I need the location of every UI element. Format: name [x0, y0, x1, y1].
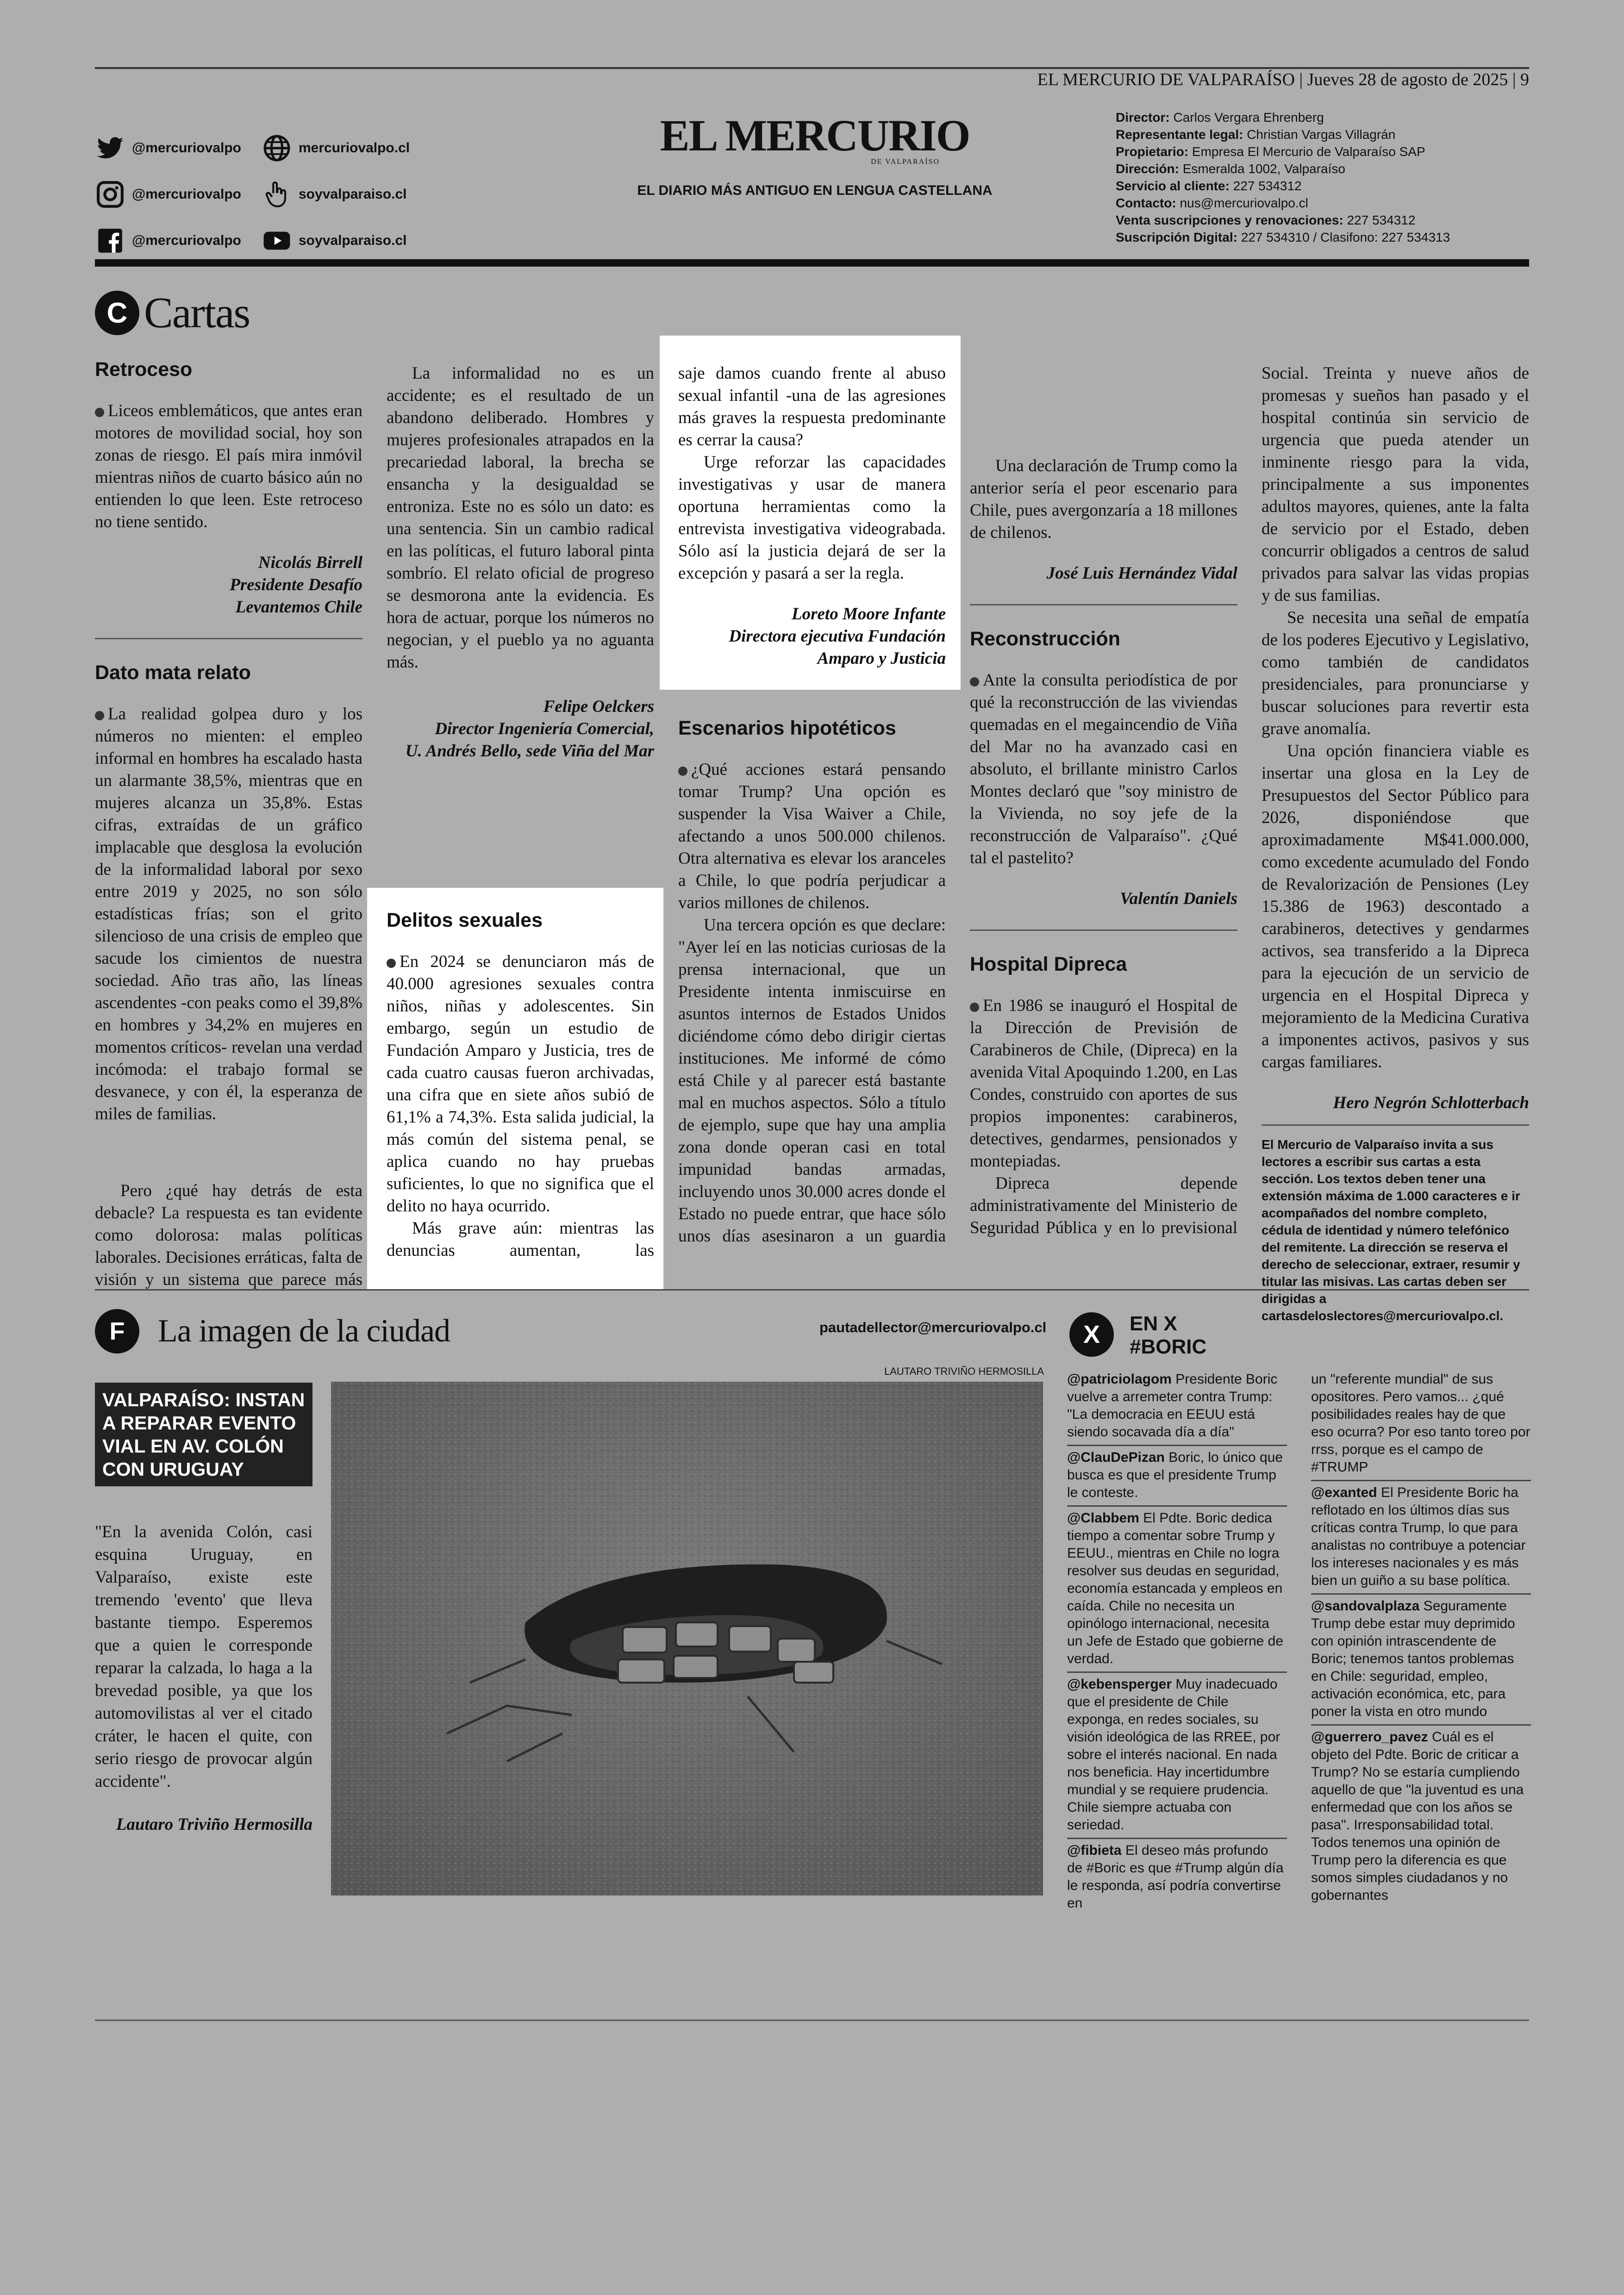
letter-body: Urge reforzar las capacidades investigativas y usar de manera oportuna herramientas como la entrevista investigativa videograbada. Sólo así la justicia dejará de ser la excepción y pasará a ser la regla. [678, 453, 946, 583]
letter-body: Una opción financiera viable es insertar una glosa en la Ley de Presupuestos del Sector Público para 2026, disponiéndose que aproximadamente M$41.000.000, como excedente acumulado del Fondo de Revalorización de Pensiones (Ley 15.386 de 1963) descontado a carabineros, detectives y gendarmes activos, sea transferido a la Dipreca para la ejecución de un servicio de urgencia en el Hospital Dipreca y mejoramiento de la Medicina Curativa a imponentes activos, pasivos y sus cargas familiares. [1262, 742, 1529, 1072]
tweet-user: @kebensperger [1067, 1677, 1172, 1692]
tweet[interactable] [1067, 1839, 1287, 1916]
tweet-text: Boric, lo único que busca es que el presidente Trump le conteste. [1067, 1450, 1283, 1500]
divider [970, 929, 1237, 931]
letter-body: Ante la consulta periodística de por qué la reconstrucción de las viviendas quemadas en el megaincendio de Viña del Mar no ha avanzado casi en absoluto, el brillante ministro Carlos Montes declaró que "soy ministro de la Vivienda, no soy jefe de la reconstrucción de Valparaíso". ¿Qué tal el pastelito? [970, 671, 1237, 867]
newspaper-logo [611, 113, 1018, 199]
tweet[interactable] [1311, 1368, 1531, 1481]
x-logo-icon: X [1069, 1312, 1114, 1357]
section-badge: C [95, 291, 139, 335]
section-title: Cartas [144, 289, 250, 337]
tweet-text: El Pdte. Boric dedica tiempo a comentar sobre Trump y EEUU., mientras en Chile no logra resolver sus deudas en seguridad, economía estancada y empleos en caída. Chile no necesita un opinólogo internacional, necesita un Jefe de Estado que gobierne de verdad. [1067, 1510, 1284, 1666]
photo-credit: LAUTARO TRIVIÑO HERMOSILLA [884, 1366, 1044, 1377]
column-3 [678, 362, 946, 670]
tweet-user: @Clabbem [1067, 1510, 1139, 1526]
tweets-column-left [1067, 1368, 1287, 1916]
divider [95, 638, 362, 639]
social-links [95, 125, 428, 264]
tweet-text: Cuál es el objeto del Pdte. Boric de criticar a Trump? No se estaría cumpliendo aquello de que "la juventud es una enfermedad que con los años se pasa". Irresponsabilidad total. Todos tenemos una opinión de Trump pero la diferencia es que somos simples ciudadanos y no gobernantes [1311, 1729, 1524, 1903]
staff-line: Dirección: Esmeralda 1002, Valparaíso [1116, 162, 1345, 176]
image-section-title: La imagen de la ciudad [158, 1313, 450, 1349]
letters-policy-note: El Mercurio de Valparaíso invita a sus lectores a escribir sus cartas a esta sección. Los textos deben tener una extensión máxima de 1.000 caracteres e ir acompañados del nombre completo, cédula de identidad y número telefónico del remitente. La dirección se reserva el derecho de seleccionar, extraer, resumir y titular las misivas. Las cartas deben ser dirigidas a cartasdeloslectores@mercuriovalpo.cl. [1262, 1137, 1520, 1323]
instagram-icon [95, 180, 125, 209]
photo-caption: "En la avenida Colón, casi esquina Uruguay, en Valparaíso, existe este tremendo 'evento' que lleva bastante tiempo. Esperemos que a quien le corresponde reparar la calzada, lo haga a la brevedad posible, ya que los automovilistas al ver el citado cráter, le hacen el quite, con serio riesgo de provocar algún accidente". Lautaro Triviño Hermosilla [95, 1521, 312, 1836]
letter-body: Más grave aún: mientras las denuncias aumentan, las [387, 1219, 654, 1260]
facebook-handle: @mercuriovalpo [132, 233, 241, 248]
tweet-text: un "referente mundial" de sus opositores. Pero vamos... ¿qué posibilidades reales hay de que eso ocurra? Por eso tanto toreo por rrss, porque es el campo de #TRUMP [1311, 1372, 1530, 1475]
tweet-text: El deseo más profundo de #Boric es que #Trump algún día le responda, así podría convertirse en [1067, 1843, 1284, 1911]
letter-signature: Felipe Oelckers Director Ingeniería Comercial, U. Andrés Bello, sede Viña del Mar [405, 697, 654, 761]
youtube-label: soyvalparaiso.cl [299, 233, 407, 248]
letter-title: Dato mata relato [95, 661, 251, 684]
pointer-hand-icon [262, 180, 292, 209]
column-4 [970, 362, 1237, 1239]
youtube-link[interactable] [262, 226, 428, 255]
tweet-text: Seguramente Trump debe estar muy deprimido con opinión intrascendente de Boric; tenemos tantos problemas en Chile: seguridad, empleo, activación económica, etc, para poner la vista en otro mundo [1311, 1598, 1515, 1719]
letter-body: Dipreca depende administrativamente del Ministerio de Seguridad Pública y en lo previsional [970, 1174, 1237, 1237]
delitos-letter [387, 907, 654, 1262]
letter-body: La informalidad no es un accidente; es el resultado de un abandono deliberado. Hombres y mujeres profesionales atrapados en la precariedad laboral, la brecha se ensancha y la desigualdad se entroniza. Este no es sólo un dato: es una sentencia. Sin un cambio radical en las políticas, el futuro laboral pinta sombrío. El relato oficial de progreso se desmorona ante la evidencia. Es hora de actuar, porque los números no negocian, y el pueblo ya no aguanta más. [387, 364, 654, 672]
reader-email-link[interactable]: pautadellector@mercuriovalpo.cl [819, 1319, 1047, 1335]
letter-title: Reconstrucción [970, 628, 1120, 650]
youtube-icon [262, 226, 292, 255]
website-link[interactable] [262, 134, 428, 162]
twitter-link[interactable] [95, 134, 262, 162]
letter-body: En 2024 se denunciaron más de 40.000 agresiones sexuales contra niños, niñas y adolescentes. Sin embargo, según un estudio de Fundación Amparo y Justicia, tres de cada cuatro causas fueron archivadas, una cifra que en siete años subió de 61,1% a 74,3%. Esta salida judicial, la más común del sistema penal, se aplica cuando no hay pruebas suficientes, lo que no significa que el delito no haya ocurrido. [387, 952, 654, 1216]
letter-signature: Valentín Daniels [1120, 889, 1237, 908]
staff-line: Contacto: nus@mercuriovalpo.cl [1116, 196, 1308, 210]
letter-title: Retroceso [95, 358, 193, 380]
letter-body: La realidad golpea duro y los números no mienten: el empleo informal en hombres ha escalado hasta un alarmante 38,5%, mientras que en mujeres alcanza un 35,8%. Estas cifras, extraídas de un gráfico implacable que desglosa la evolución de la informalidad laboral por sexo entre 2019 y 2025, no son sólo estadísticas frías; son el grito silencioso de una crisis de empleo que sacude los cimientos de nuestra sociedad. Año tras año, las líneas ascendentes -con peaks como el 39,8% en hombres y 34,2% en mujeres en momentos críticos- revelan una verdad incómoda: el trabajo formal se desvanece, y con él, la esperanza de miles de familias. [95, 705, 362, 1123]
x-section-header [1069, 1312, 1206, 1359]
facebook-icon [95, 226, 125, 255]
section-header [95, 288, 250, 338]
tweet[interactable] [1067, 1507, 1287, 1673]
letter-body: saje damos cuando frente al abuso sexual infantil -una de las agresiones más graves la respuesta predominante es cerrar la causa? [678, 364, 946, 449]
section-rule [95, 1289, 1529, 1291]
letter-signature: Nicolás Birrell Presidente Desafío Levantemos Chile [230, 553, 362, 617]
letter-signature: José Luis Hernández Vidal [1046, 564, 1237, 583]
tweet-user: @exanted [1311, 1485, 1377, 1500]
divider [970, 604, 1237, 605]
tweet-user: @fibieta [1067, 1843, 1122, 1858]
date-line: EL MERCURIO DE VALPARAÍSO | Jueves 28 de agosto de 2025 | 9 [1037, 70, 1529, 89]
website-label: mercuriovalpo.cl [299, 140, 410, 156]
photo-headline: VALPARAÍSO: INSTAN A REPARAR EVENTO VIAL EN AV. COLÓN CON URUGUAY [95, 1383, 312, 1486]
caption-author: Lautaro Triviño Hermosilla [116, 1815, 312, 1834]
tweet-text: El Presidente Boric ha reflotado en los últimos días sus críticas contra Trump, lo que para analistas no contribuye a potenciar los intereses nacionales y es más bien un guiño a su base política. [1311, 1485, 1526, 1588]
tweet-user: @patriciolagom [1067, 1372, 1172, 1387]
letter-body: Una declaración de Trump como la anterior sería el peor escenario para Chile, pues avergonzaría a 18 millones de chilenos. [970, 456, 1237, 542]
column-2 [387, 362, 654, 762]
letter-title: Escenarios hipotéticos [678, 717, 896, 739]
escenarios-letter [678, 715, 946, 1247]
letter-signature: Loreto Moore Infante Directora ejecutiva Fundación Amparo y Justicia [729, 605, 946, 668]
soyvalparaiso-label: soyvalparaiso.cl [299, 187, 407, 202]
staff-line: Suscripción Digital: 227 534310 / Clasifono: 227 534313 [1116, 230, 1450, 244]
staff-box [1116, 109, 1532, 246]
pothole-photo [331, 1382, 1043, 1896]
staff-line: Propietario: Empresa El Mercurio de Valparaíso SAP [1116, 144, 1425, 159]
twitter-handle: @mercuriovalpo [132, 140, 241, 156]
x-section-title: EN X #BORIC [1130, 1312, 1207, 1358]
tweet-user: @ClauDePizan [1067, 1450, 1165, 1465]
letter-body: Liceos emblemáticos, que antes eran motores de movilidad social, hoy son zonas de riesgo. El país mira inmóvil mientras niños de cuarto básico aún no entienden lo que leen. Este retroceso no tiene sentido. [95, 401, 362, 531]
tweet-text: Presidente Boric vuelve a arremeter contra Trump: "La democracia en EEUU está siendo socavada día a día" [1067, 1372, 1278, 1440]
facebook-link[interactable] [95, 226, 262, 255]
staff-line: Venta suscripciones y renovaciones: 227 534312 [1116, 213, 1416, 227]
letter-body: ¿Qué acciones estará pensando tomar Trump? Una opción es suspender la Visa Waiver a Chile, afectando a unos 500.000 chilenos. Otra alternativa es elevar los aranceles a Chile, lo que podría perjudicar a varios millones de chilenos. [678, 760, 946, 912]
logo-subtitle: DE VALPARAÍSO [871, 158, 940, 166]
tweet[interactable] [1311, 1481, 1531, 1595]
instagram-link[interactable] [95, 180, 262, 209]
image-section-badge: F [95, 1309, 139, 1353]
column-5 [1262, 362, 1529, 1324]
tweet-text: Muy inadecuado que el presidente de Chile exponga, en redes sociales, su visión ideológica de las RREE, por sobre el interés nacional. En nada nos beneficia. Hay incertidumbre mundial y se requiere prudencia. Chile siempre actuaba con seriedad. [1067, 1677, 1280, 1833]
staff-line: Director: Carlos Vergara Ehrenberg [1116, 110, 1324, 125]
tweet[interactable] [1067, 1673, 1287, 1839]
divider [1262, 1124, 1529, 1126]
letter-body: En 1986 se inauguró el Hospital de la Dirección de Previsión de Carabineros de Chile, (Dipreca) en la avenida Vital Apoquindo 1.200, en Las Condes, construido con aportes de sus propios imponentes: carabineros, detectives, gendarmes, pensionados y montepiadas. [970, 996, 1237, 1171]
top-rule [95, 67, 1529, 69]
tweet[interactable] [1311, 1595, 1531, 1726]
letter-signature: Hero Negrón Schlotterbach [1333, 1093, 1529, 1112]
column-1 [95, 356, 362, 1291]
twitter-icon [95, 134, 125, 162]
staff-line: Servicio al cliente: 227 534312 [1116, 179, 1302, 193]
logo-text: EL MERCURIO [660, 111, 970, 160]
soyvalparaiso-link[interactable] [262, 180, 428, 209]
tweet[interactable] [1067, 1446, 1287, 1507]
letter-title: Hospital Dipreca [970, 953, 1127, 975]
letter-body: Social. Treinta y nueve años de promesas y sueños han pasado y el hospital continúa sin servicio de urgencia que pueda atender un inminente riesgo para la vida, principalmente a sus imponentes adultos mayores, quienes, ante la falta de servicio por el Estado, deben concurrir obligados a centros de salud privados para salvar las vidas propias y de sus familias. [1262, 364, 1529, 605]
tweets-column-right [1311, 1368, 1531, 1908]
letter-title: Delitos sexuales [387, 909, 543, 931]
bottom-rule [95, 2020, 1529, 2021]
globe-icon [262, 134, 292, 162]
letter-body: Una tercera opción es que declare: "Ayer leí en las noticias curiosas de la prensa internacional, que un Presidente intenta inmiscuirse en asuntos internos de Estados Unidos diciéndome cómo debo dirigir ciertas instituciones. Me informé de cómo está Chile y al parecer está bastante mal en muchos aspectos. Sólo a título de ejemplo, supe que hay una amplia zona donde operan casi en total impunidad bandas armadas, incluyendo unos 30.000 acres donde el Estado no puede entrar, que hace sólo unos días asesinaron a un guardia [678, 916, 946, 1246]
masthead-rule [95, 259, 1529, 267]
tagline: EL DIARIO MÁS ANTIGUO EN LENGUA CASTELLANA [637, 183, 993, 198]
tweet[interactable] [1311, 1726, 1531, 1908]
staff-line: Representante legal: Christian Vargas Villagrán [1116, 127, 1396, 142]
instagram-handle: @mercuriovalpo [132, 187, 241, 202]
tweet-user: @guerrero_pavez [1311, 1729, 1428, 1745]
tweet-user: @sandovalplaza [1311, 1598, 1420, 1614]
image-section-header [95, 1309, 450, 1353]
letter-body: Se necesita una señal de empatía de los poderes Ejecutivo y Legislativo, como también de candidatos presidenciales, para pronunciarse y buscar soluciones para revertir esta grave anomalía. [1262, 608, 1529, 738]
letter-body: Pero ¿qué hay detrás de esta debacle? La respuesta es tan evidente como dolorosa: malas políticas laborales. Decisiones erráticas, falta de visión y un sistema que parece más [95, 1181, 362, 1289]
tweet[interactable] [1067, 1368, 1287, 1446]
